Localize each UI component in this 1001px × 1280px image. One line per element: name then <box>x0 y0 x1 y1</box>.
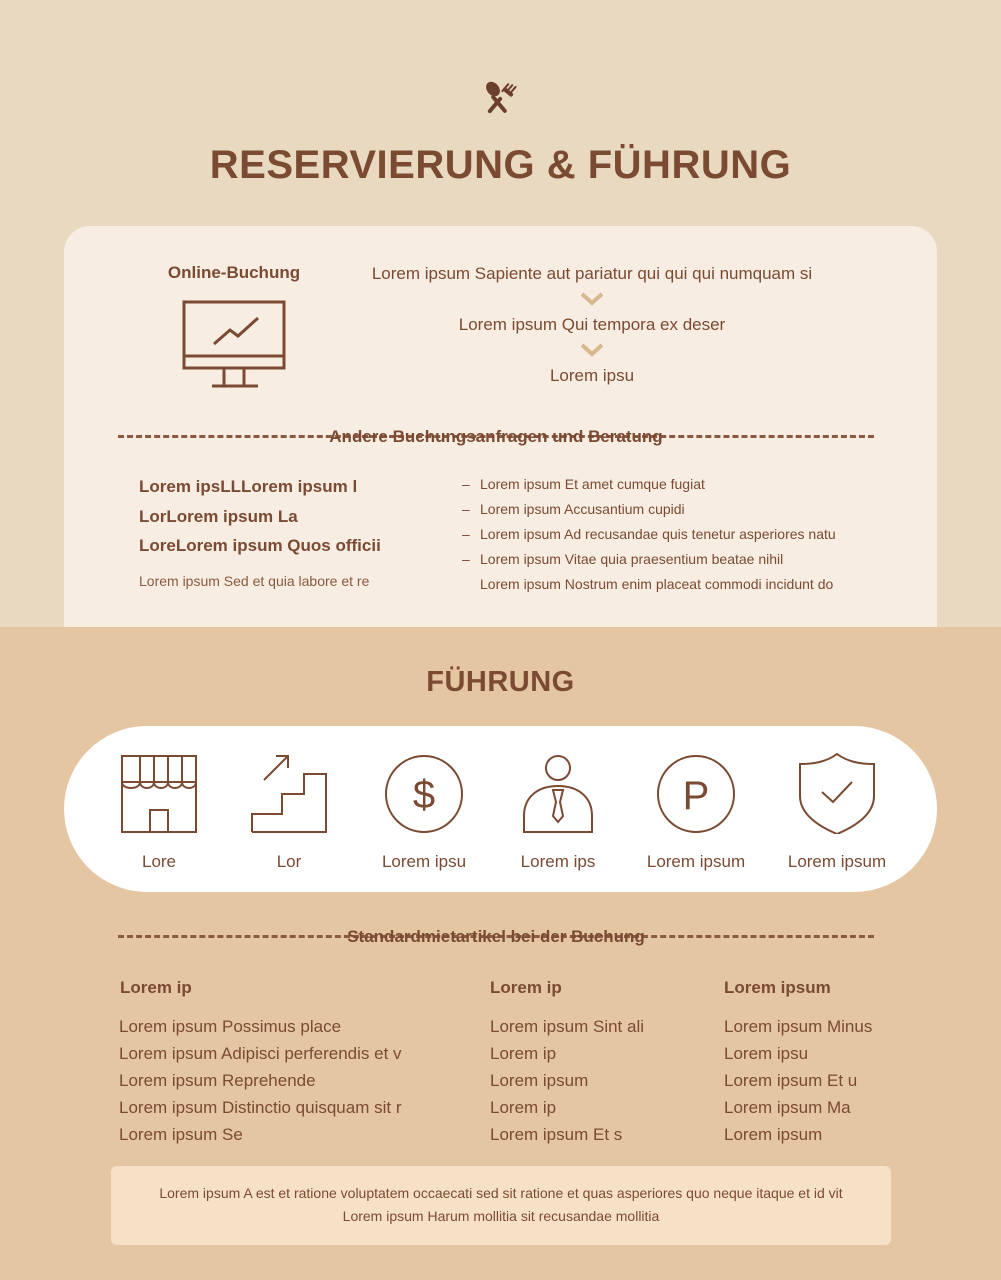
online-booking-title: Online-Buchung <box>167 263 301 282</box>
feature-label: Lorem ipsu <box>381 852 467 871</box>
online-step-2: Lorem ipsum Qui tempora ex deser <box>458 315 726 334</box>
list-item <box>462 522 882 547</box>
feature-parking <box>626 750 766 834</box>
list-item: Lorem ipsum Et u <box>724 1071 858 1090</box>
list-item <box>462 547 882 572</box>
parking-icon <box>655 750 737 834</box>
other-bullet-list <box>462 472 882 597</box>
bold-line: LoreLorem ipsum Quos officii <box>139 536 381 555</box>
store-icon <box>118 750 200 834</box>
bullet-text: Lorem ipsum Vitae quia praesentium beatae nihil <box>480 551 784 567</box>
other-note: Lorem ipsum Sed et quia labore et re <box>139 573 370 589</box>
rental-heading <box>118 927 874 947</box>
feature-stairs <box>219 750 359 834</box>
bold-line: Lorem ipsLLLorem ipsum l <box>139 477 358 496</box>
column-list <box>724 1013 872 1148</box>
fork-spoon-icon <box>482 80 518 116</box>
shield-check-icon <box>796 750 878 834</box>
list-item: Lorem ip <box>490 1044 557 1063</box>
feature-label: Lorem ips <box>520 852 596 871</box>
footer-line: Lorem ipsum A est et ratione voluptatem occaecati sed sit ratione et quas asperiores quo neque itaque et id vit <box>159 1185 843 1201</box>
list-item: Lorem ipsu <box>724 1044 809 1063</box>
guide-title: FÜHRUNG <box>426 666 575 698</box>
online-step-3: Lorem ipsu <box>549 366 635 385</box>
list-item: Lorem ipsum Adipisci perferendis et v <box>119 1044 402 1063</box>
bullet-dash: – <box>462 476 470 492</box>
bullet-dash: – <box>462 526 470 542</box>
svg-text:P: P <box>682 774 710 818</box>
list-item: Lorem ipsum Reprehende <box>119 1071 316 1090</box>
list-item <box>462 472 882 497</box>
bold-line: LorLorem ipsum La <box>139 506 298 526</box>
other-requests-heading-text: Andere Buchungsanfragen und Beratung <box>329 427 663 446</box>
feature-shield <box>767 750 907 834</box>
dollar-circle-icon <box>383 750 465 834</box>
feature-label: Lorem ipsum <box>646 852 746 871</box>
page-title: RESERVIERUNG & FÜHRUNG <box>209 143 792 187</box>
chevron-down-icon <box>580 292 604 306</box>
column-heading: Lorem ipsum <box>724 978 831 997</box>
feature-label: Lore <box>141 852 177 871</box>
list-item: Lorem ipsum Et s <box>490 1125 623 1144</box>
monitor-chart-icon <box>180 298 288 392</box>
bullet-text: Lorem ipsum Et amet cumque fugiat <box>480 476 705 492</box>
rental-heading-text: Standardmietartikel bei der Buchung <box>347 927 645 946</box>
list-item <box>462 497 882 522</box>
bullet-dash: – <box>462 501 470 517</box>
person-tie-icon <box>517 750 599 834</box>
online-step-1: Lorem ipsum Sapiente aut pariatur qui qui qui numquam si <box>371 264 813 283</box>
column-heading: Lorem ip <box>490 978 562 997</box>
svg-text:$: $ <box>412 773 436 817</box>
bullet-text: Lorem ipsum Ad recusandae quis tenetur asperiores natu <box>480 526 836 542</box>
list-item: Lorem ipsum Distinctio quisquam sit r <box>119 1098 402 1117</box>
feature-store <box>89 750 229 834</box>
footer-line: Lorem ipsum Harum mollitia sit recusandae mollitia <box>342 1208 660 1224</box>
feature-label: Lorem ipsum <box>787 852 887 871</box>
column-list <box>490 1013 644 1148</box>
list-item: Lorem ip <box>490 1098 557 1117</box>
list-item: Lorem ipsum <box>490 1071 589 1090</box>
stairs-growth-icon <box>248 750 330 834</box>
other-bold-lines <box>139 472 439 561</box>
list-item: Lorem ipsum <box>724 1125 823 1144</box>
list-item: Lorem ipsum Possimus place <box>119 1017 342 1036</box>
bullet-text: Lorem ipsum Accusantium cupidi <box>480 501 685 517</box>
column-list <box>119 1013 402 1148</box>
feature-label: Lor <box>276 852 302 871</box>
feature-person <box>488 750 628 834</box>
bullet-text: Lorem ipsum Nostrum enim placeat commodi incidunt do <box>480 576 834 592</box>
list-item <box>462 572 882 597</box>
footer-note <box>111 1182 891 1228</box>
column-heading: Lorem ip <box>120 978 192 997</box>
other-requests-heading <box>118 427 874 447</box>
list-item: Lorem ipsum Minus <box>724 1017 873 1036</box>
feature-dollar <box>354 750 494 834</box>
list-item: Lorem ipsum Se <box>119 1125 243 1144</box>
bullet-dash: – <box>462 551 470 567</box>
list-item: Lorem ipsum Ma <box>724 1098 851 1117</box>
list-item: Lorem ipsum Sint ali <box>490 1017 645 1036</box>
chevron-down-icon <box>580 343 604 357</box>
